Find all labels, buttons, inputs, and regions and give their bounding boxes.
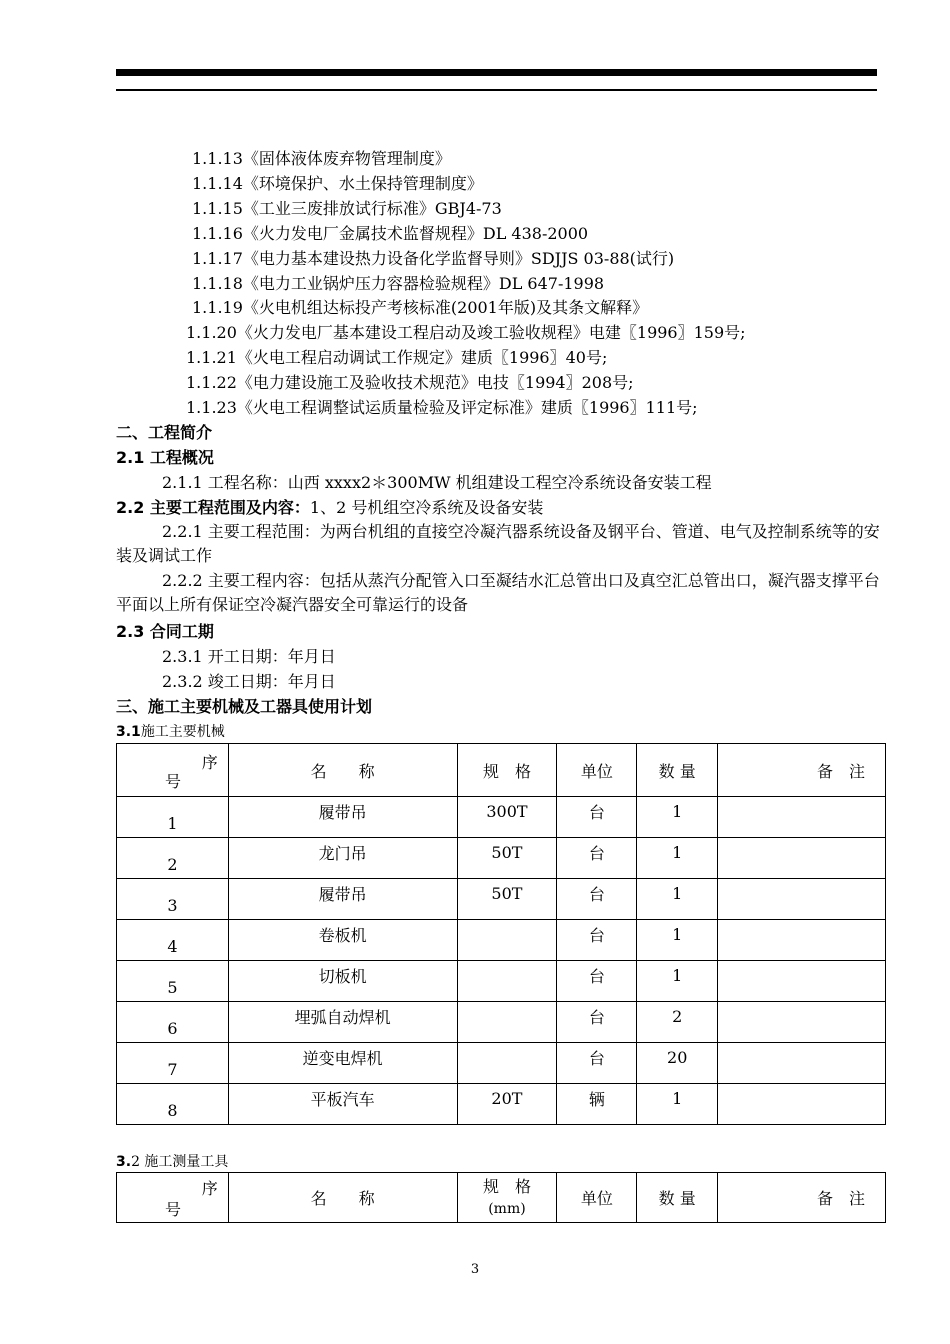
- header-spec: 规 格 (mm): [457, 1173, 557, 1223]
- table-2-caption-num: 3.: [116, 1154, 132, 1170]
- table-row: [117, 838, 886, 879]
- section-2-2-title: 2.2 主要工程范围及内容：: [116, 498, 310, 517]
- row-note: [718, 1043, 886, 1084]
- row-qty: 1: [672, 842, 683, 862]
- header-note: 备 注: [718, 1173, 886, 1223]
- row-note: [718, 920, 886, 961]
- row-note: [718, 961, 886, 1002]
- section-3-title: 三、施工主要机械及工器具使用计划: [116, 697, 373, 716]
- standard-item: 1.1.20《火力发电厂基本建设工程启动及竣工验收规程》电建〖1996〗159号;: [186, 323, 746, 342]
- row-note: [718, 1002, 886, 1043]
- header-unit: 单位: [557, 1173, 637, 1223]
- row-seq: 5: [167, 977, 178, 997]
- completion-date: 2.3.2 竣工日期：年月日: [162, 672, 336, 691]
- row-spec: 20T: [491, 1088, 523, 1108]
- row-unit: 台: [588, 925, 605, 945]
- row-unit: 台: [588, 802, 605, 822]
- header-name: 名 称: [228, 744, 457, 797]
- table-1-caption-text: 施工主要机械: [140, 724, 225, 740]
- row-unit: 台: [588, 1048, 605, 1068]
- row-qty: 1: [672, 1088, 683, 1108]
- table-header-row: [117, 1173, 886, 1223]
- row-seq: 1: [167, 813, 178, 833]
- row-seq: 2: [167, 854, 178, 874]
- standard-item: 1.1.16《火力发电厂金属技术监督规程》DL 438-2000: [192, 224, 589, 243]
- header-seq: 序 号: [117, 1173, 229, 1223]
- row-spec: 300T: [486, 801, 528, 821]
- table-1-caption: [116, 721, 225, 743]
- row-name: 埋弧自动焊机: [294, 1007, 391, 1027]
- standard-item: 1.1.19《火电机组达标投产考核标准(2001年版)及其条文解释》: [192, 298, 649, 317]
- row-spec: 50T: [491, 842, 523, 862]
- row-unit: 台: [588, 843, 605, 863]
- table-row: [117, 797, 886, 838]
- row-seq: 8: [167, 1100, 178, 1120]
- header-qty: 数 量: [637, 1173, 718, 1223]
- section-2-title: 二、工程简介: [116, 423, 213, 442]
- row-qty: 1: [672, 883, 683, 903]
- standard-item: 1.1.23《火电工程调整试运质量检验及评定标准》建质〖1996〗111号;: [186, 398, 698, 417]
- section-2-2-heading: [116, 497, 543, 519]
- row-qty: 20: [667, 1047, 688, 1067]
- table-row: [117, 1084, 886, 1125]
- row-note: [718, 1084, 886, 1125]
- row-spec: 50T: [491, 883, 523, 903]
- table-row: [117, 1002, 886, 1043]
- row-unit: 台: [588, 966, 605, 986]
- table-2-caption: [116, 1151, 228, 1173]
- row-name: 逆变电焊机: [302, 1048, 383, 1068]
- row-name: 卷板机: [318, 925, 367, 945]
- row-qty: 1: [672, 965, 683, 985]
- row-qty: 2: [672, 1006, 683, 1026]
- section-2-3-title: 2.3 合同工期: [116, 622, 214, 641]
- header-spec: 规 格: [457, 744, 557, 797]
- row-seq: 3: [167, 895, 178, 915]
- row-name: 平板汽车: [310, 1089, 375, 1109]
- row-note: [718, 797, 886, 838]
- header-name: 名 称: [228, 1173, 457, 1223]
- row-unit: 辆: [588, 1089, 605, 1109]
- row-seq: 6: [167, 1018, 178, 1038]
- header-unit: 单位: [557, 744, 637, 797]
- row-note: [718, 838, 886, 879]
- table-row: [117, 1043, 886, 1084]
- standard-item: 1.1.17《电力基本建设热力设备化学监督导则》SDJJS 03-88(试行): [192, 249, 675, 268]
- row-name: 切板机: [318, 966, 367, 986]
- header-rule-thick: [116, 69, 877, 76]
- row-note: [718, 879, 886, 920]
- scope-paragraph: 2.2.1 主要工程范围：为两台机组的直接空冷凝汽器系统设备及钢平台、管道、电气及控制系统等的安装及调试工作: [116, 522, 880, 565]
- standard-item: 1.1.18《电力工业锅炉压力容器检验规程》DL 647-1998: [192, 274, 605, 293]
- row-qty: 1: [672, 801, 683, 821]
- table-row: [117, 920, 886, 961]
- row-name: 履带吊: [318, 884, 367, 904]
- measuring-tools-table: [116, 1172, 886, 1223]
- row-unit: 台: [588, 1007, 605, 1027]
- header-rule-thin: [116, 89, 877, 91]
- standard-item: 1.1.14《环境保护、水土保持管理制度》: [192, 174, 483, 193]
- table-row: [117, 879, 886, 920]
- table-1-caption-num: 3.1: [116, 724, 141, 740]
- standard-item: 1.1.21《火电工程启动调试工作规定》建质〖1996〗40号;: [186, 348, 608, 367]
- machinery-table: [116, 743, 886, 1125]
- standard-item: 1.1.13《固体液体废弃物管理制度》: [192, 149, 451, 168]
- standard-item: 1.1.22《电力建设施工及验收技术规范》电技〖1994〗208号;: [186, 373, 634, 392]
- header-qty: 数 量: [637, 744, 718, 797]
- table-2-caption-text: 2 施工测量工具: [131, 1154, 229, 1170]
- table-header-row: [117, 744, 886, 797]
- row-seq: 4: [167, 936, 178, 956]
- project-name: 2.1.1 工程名称：山西 xxxx2＊300MW 机组建设工程空冷系统设备安装工程: [162, 473, 712, 492]
- header-note: 备 注: [718, 744, 886, 797]
- section-2-2-text: 1、2 号机组空冷系统及设备安装: [309, 498, 544, 517]
- table-row: [117, 961, 886, 1002]
- row-name: 履带吊: [318, 802, 367, 822]
- content-paragraph: 2.2.2 主要工程内容：包括从蒸汽分配管入口至凝结水汇总管出口及真空汇总管出口，凝汽器支撑平台平面以上所有保证空冷凝汽器安全可靠运行的设备: [116, 571, 880, 614]
- standard-item: 1.1.15《工业三废排放试行标准》GBJ4-73: [192, 199, 502, 218]
- section-2-1-title: 2.1 工程概况: [116, 448, 214, 467]
- start-date: 2.3.1 开工日期：年月日: [162, 647, 336, 666]
- row-name: 龙门吊: [318, 843, 367, 863]
- row-qty: 1: [672, 924, 683, 944]
- row-unit: 台: [588, 884, 605, 904]
- row-seq: 7: [167, 1059, 178, 1079]
- page-number: 3: [470, 1262, 480, 1277]
- header-seq: 序 号: [117, 744, 229, 797]
